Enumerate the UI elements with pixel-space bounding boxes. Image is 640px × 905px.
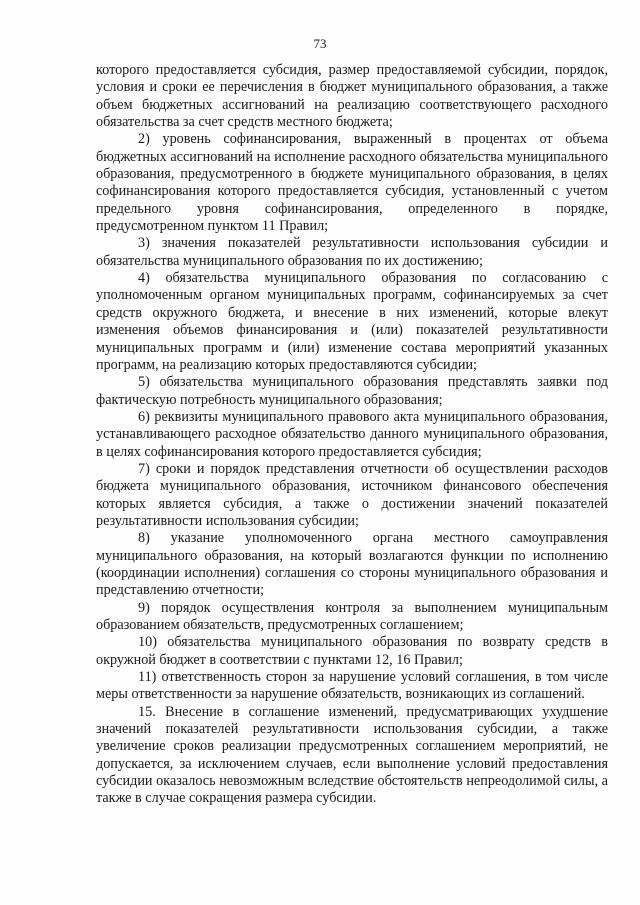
paragraph-continuation: которого предоставляется субсидия, размер предоставляемой субсидии, порядок, условия и сроки ее перечисления в бюджет муниципального образования, а также объем бюджетных ассигнований на реализацию соответствующего расходного обязательства за счет средств местного бюджета; — [96, 62, 608, 131]
list-item-3: 3) значения показателей результативности использования субсидии и обязательства муниципального образования по их достижению; — [96, 235, 608, 269]
section-15-paragraph: 15. Внесение в соглашение изменений, предусматривающих ухудшение значений показателей результативности использования субсидии, а также увеличение сроков реализации предусмотренных соглашением мероприятий, не допускается, за исключением случаев, если выполнение условий предоставления субсидии оказалось невозможным вследствие обстоятельств непреодолимой силы, а также в случае сокращения размера субсидии. — [96, 703, 608, 807]
list-item-6: 6) реквизиты муниципального правового акта муниципального образования, устанавливающего расходное обязательство данного муниципального образования, в целях софинансирования которого предоставляется субсидия; — [96, 408, 608, 460]
document-body — [96, 62, 608, 808]
list-item-4: 4) обязательства муниципального образования по согласованию с уполномоченным органом муниципальных программ, софинансируемых за счет средств окружного бюджета, и внесение в них изменений, которые влекут изменения объемов финансирования и (или) показателей результативности муниципальных программ и (или) изменение состава мероприятий указанных программ, на реализацию которых предоставляются субсидии; — [96, 270, 608, 373]
list-item-2: 2) уровень софинансирования, выраженный в процентах от объема бюджетных ассигнований на исполнение расходного обязательства муниципального образования, предусмотренного в бюджете муниципального образования, в целях софинансирования которого предоставляется субсидия, установленный с учетом предельного уровня софинансирования, определенного в порядке, предусмотренном пунктом 11 Правил; — [96, 131, 608, 235]
list-item-10: 10) обязательства муниципального образования по возврату средств в окружной бюджет в соответствии с пунктами 12, 16 Правил; — [96, 634, 608, 668]
list-item-8: 8) указание уполномоченного органа местного самоуправления муниципального образования, на который возлагаются функции по исполнению (координации исполнения) соглашения со стороны муниципального образования и представлению отчетности; — [96, 530, 608, 599]
list-item-7: 7) сроки и порядок представления отчетности об осуществлении расходов бюджета муниципального образования, источником финансового обеспечения которых является субсидия, а также о достижении значений показателей результативности использования субсидии; — [96, 460, 608, 529]
list-item-11: 11) ответственность сторон за нарушение условий соглашения, в том числе меры ответственности за нарушение обязательств, возникающих из соглашений. — [96, 669, 608, 703]
list-item-5: 5) обязательства муниципального образования представлять заявки под фактическую потребность муниципального образования; — [96, 374, 608, 408]
page-number: 73 — [313, 36, 327, 51]
list-item-9: 9) порядок осуществления контроля за выполнением муниципальным образованием обязательств, предусмотренных соглашением; — [96, 599, 608, 633]
